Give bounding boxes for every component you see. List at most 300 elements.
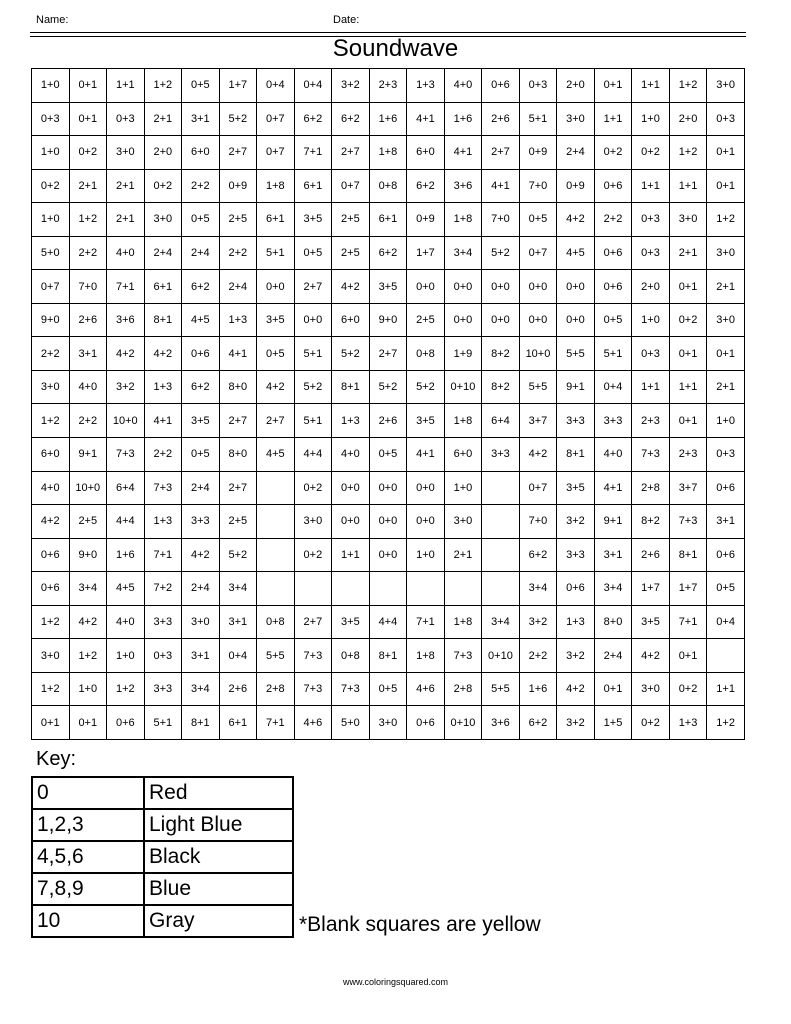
grid-cell: 0+0 [294,303,332,337]
grid-cell: 6+2 [182,370,220,404]
key-row [32,905,293,937]
grid-cell: 0+3 [107,102,145,136]
grid-cell: 1+0 [32,136,70,170]
grid-cell: 0+1 [707,136,745,170]
grid-cell: 1+1 [669,169,707,203]
grid-cell: 0+1 [594,69,632,103]
grid-cell: 1+8 [369,136,407,170]
grid-cell: 3+4 [182,672,220,706]
grid-cell: 0+0 [369,538,407,572]
color-key [31,776,294,938]
grid-cell [444,572,482,606]
grid-cell: 0+5 [707,572,745,606]
grid-cell: 0+3 [707,102,745,136]
grid-cell: 3+0 [107,136,145,170]
grid-cell: 0+9 [219,169,257,203]
grid-cell: 0+5 [519,203,557,237]
grid-cell: 3+3 [482,438,520,472]
grid-cell: 1+2 [707,203,745,237]
grid-cell: 3+0 [444,505,482,539]
grid-cell: 0+2 [669,672,707,706]
grid-cell: 1+6 [107,538,145,572]
grid-cell: 3+6 [444,169,482,203]
grid-cell: 0+0 [407,505,445,539]
grid-cell: 2+1 [707,370,745,404]
grid-cell: 0+3 [144,639,182,673]
grid-cell: 4+1 [594,471,632,505]
grid-cell: 8+0 [219,370,257,404]
grid-cell: 0+1 [32,706,70,740]
grid-cell: 6+2 [369,236,407,270]
grid-cell [257,471,295,505]
grid-cell: 7+3 [632,438,670,472]
grid-cell: 7+0 [519,505,557,539]
grid-row [32,236,745,270]
grid-cell: 3+0 [182,605,220,639]
grid-cell: 1+0 [707,404,745,438]
grid-cell: 8+1 [144,303,182,337]
key-color: Blue [144,873,293,905]
grid-cell: 0+1 [594,672,632,706]
grid-cell: 6+2 [294,102,332,136]
grid-cell: 3+4 [219,572,257,606]
key-color: Red [144,777,293,809]
grid-cell: 3+1 [69,337,107,371]
grid-cell: 3+0 [632,672,670,706]
grid-cell: 5+2 [482,236,520,270]
grid-cell: 0+7 [32,270,70,304]
grid-cell: 2+5 [69,505,107,539]
grid-cell: 6+2 [332,102,370,136]
grid-cell: 2+4 [182,236,220,270]
grid-cell: 2+4 [594,639,632,673]
grid-cell: 4+0 [444,69,482,103]
grid-cell: 2+6 [219,672,257,706]
grid-cell: 3+5 [294,203,332,237]
grid-cell: 4+1 [407,102,445,136]
grid-cell: 7+3 [294,672,332,706]
grid-cell: 0+8 [257,605,295,639]
grid-cell: 2+8 [632,471,670,505]
grid-cell: 2+2 [519,639,557,673]
grid-cell: 1+1 [707,672,745,706]
grid-cell: 4+2 [519,438,557,472]
grid-cell: 3+1 [707,505,745,539]
key-value: 4,5,6 [32,841,144,873]
grid-cell: 2+6 [69,303,107,337]
grid-cell: 7+3 [444,639,482,673]
grid-cell: 7+1 [144,538,182,572]
grid-cell: 2+1 [669,236,707,270]
grid-row [32,270,745,304]
grid-cell: 4+0 [107,236,145,270]
grid-cell: 2+1 [69,169,107,203]
grid-cell: 1+0 [32,69,70,103]
grid-cell: 1+7 [407,236,445,270]
grid-cell: 1+0 [69,672,107,706]
grid-cell: 2+0 [144,136,182,170]
grid-cell: 0+3 [32,102,70,136]
grid-cell: 3+1 [219,605,257,639]
grid-cell: 0+1 [707,337,745,371]
grid-cell: 1+0 [107,639,145,673]
grid-cell: 3+7 [519,404,557,438]
grid-cell: 0+9 [557,169,595,203]
grid-cell: 8+2 [482,370,520,404]
grid-cell: 0+7 [332,169,370,203]
grid-cell: 1+1 [107,69,145,103]
key-value: 1,2,3 [32,809,144,841]
grid-cell: 1+3 [219,303,257,337]
grid-cell: 3+0 [369,706,407,740]
grid-cell: 0+4 [294,69,332,103]
grid-cell: 1+2 [107,672,145,706]
grid-cell: 5+5 [557,337,595,371]
grid-cell: 0+6 [594,236,632,270]
grid-cell: 2+3 [669,438,707,472]
grid-cell: 2+7 [219,136,257,170]
grid-cell: 0+0 [369,505,407,539]
grid-cell: 2+7 [482,136,520,170]
grid-cell: 0+7 [257,136,295,170]
grid-cell: 4+2 [182,538,220,572]
grid-cell: 1+2 [69,639,107,673]
grid-cell: 5+1 [294,404,332,438]
grid-cell: 0+3 [519,69,557,103]
grid-cell: 3+1 [182,102,220,136]
grid-cell: 9+1 [557,370,595,404]
grid-cell [707,639,745,673]
grid-cell: 1+3 [332,404,370,438]
grid-cell: 6+4 [482,404,520,438]
grid-cell: 2+1 [107,203,145,237]
grid-cell: 6+2 [519,538,557,572]
grid-cell [257,538,295,572]
key-row [32,809,293,841]
grid-cell: 0+8 [369,169,407,203]
grid-cell: 2+1 [107,169,145,203]
grid-cell: 4+4 [294,438,332,472]
grid-cell: 7+3 [669,505,707,539]
grid-cell: 0+5 [294,236,332,270]
grid-cell: 3+3 [557,404,595,438]
key-value: 0 [32,777,144,809]
grid-cell: 0+6 [107,706,145,740]
grid-cell: 1+2 [32,605,70,639]
grid-cell: 2+1 [444,538,482,572]
grid-cell: 5+2 [369,370,407,404]
grid-cell: 0+10 [482,639,520,673]
grid-cell: 3+5 [182,404,220,438]
grid-cell: 7+3 [107,438,145,472]
grid-cell: 2+0 [557,69,595,103]
grid-cell: 9+1 [69,438,107,472]
grid-cell: 3+0 [669,203,707,237]
grid-cell: 9+0 [69,538,107,572]
grid-cell: 5+2 [294,370,332,404]
grid-cell: 2+0 [632,270,670,304]
grid-cell: 2+2 [69,404,107,438]
grid-cell: 1+9 [444,337,482,371]
grid-cell: 1+7 [669,572,707,606]
grid-cell: 4+2 [332,270,370,304]
grid-cell: 4+1 [482,169,520,203]
grid-row [32,605,745,639]
grid-cell: 8+1 [557,438,595,472]
grid-cell: 5+5 [257,639,295,673]
grid-cell: 3+5 [557,471,595,505]
grid-cell: 0+5 [182,438,220,472]
grid-cell: 3+1 [594,538,632,572]
key-value: 7,8,9 [32,873,144,905]
grid-cell: 8+2 [482,337,520,371]
grid-cell: 2+2 [182,169,220,203]
grid-cell: 5+1 [519,102,557,136]
grid-cell: 0+5 [257,337,295,371]
grid-cell: 2+2 [144,438,182,472]
grid-cell: 1+7 [219,69,257,103]
grid-cell: 4+5 [182,303,220,337]
footer-url: www.coloringsquared.com [342,977,449,987]
grid-cell: 1+6 [369,102,407,136]
grid-cell: 10+0 [107,404,145,438]
grid-cell: 2+4 [219,270,257,304]
grid-cell: 3+4 [594,572,632,606]
grid-cell: 3+4 [519,572,557,606]
grid-cell: 0+4 [257,69,295,103]
grid-cell: 0+1 [69,706,107,740]
grid-cell: 3+1 [182,639,220,673]
grid-cell [294,572,332,606]
grid-row [32,505,745,539]
grid-cell: 0+5 [182,69,220,103]
grid-cell: 2+7 [257,404,295,438]
grid-cell: 4+0 [32,471,70,505]
key-color: Light Blue [144,809,293,841]
grid-cell: 7+1 [257,706,295,740]
key-row [32,873,293,905]
grid-cell: 1+8 [444,203,482,237]
grid-cell: 0+1 [669,270,707,304]
grid-cell: 3+0 [707,303,745,337]
grid-cell: 1+3 [669,706,707,740]
grid-cell: 3+6 [107,303,145,337]
grid-cell: 0+8 [407,337,445,371]
grid-cell: 0+0 [444,270,482,304]
grid-cell: 8+2 [632,505,670,539]
grid-cell: 3+2 [557,706,595,740]
grid-cell: 4+6 [294,706,332,740]
grid-cell: 8+0 [219,438,257,472]
grid-cell: 0+0 [557,303,595,337]
key-row [32,777,293,809]
grid-cell [332,572,370,606]
grid-cell: 0+10 [444,370,482,404]
grid-cell: 0+3 [632,203,670,237]
grid-cell: 3+5 [257,303,295,337]
grid-cell: 0+1 [707,169,745,203]
grid-cell: 0+0 [519,303,557,337]
grid-cell: 1+1 [632,69,670,103]
grid-cell: 3+4 [482,605,520,639]
grid-row [32,337,745,371]
grid-cell: 2+6 [632,538,670,572]
grid-cell: 7+3 [294,639,332,673]
header-rule-top [30,32,746,33]
grid-row [32,672,745,706]
grid-cell: 3+3 [557,538,595,572]
grid-cell: 7+3 [332,672,370,706]
grid-cell: 3+3 [594,404,632,438]
grid-cell: 0+2 [294,471,332,505]
grid-cell: 6+0 [407,136,445,170]
grid-cell: 7+1 [669,605,707,639]
grid-cell: 0+0 [257,270,295,304]
grid-cell: 8+1 [369,639,407,673]
grid-cell: 1+6 [519,672,557,706]
grid-cell: 3+3 [182,505,220,539]
grid-cell: 0+3 [707,438,745,472]
grid-cell: 7+1 [294,136,332,170]
grid-cell: 3+2 [557,639,595,673]
grid-cell [482,505,520,539]
grid-cell: 0+6 [707,538,745,572]
grid-cell: 0+2 [632,136,670,170]
grid-cell: 0+1 [669,639,707,673]
grid-cell: 2+7 [332,136,370,170]
grid-cell: 1+0 [632,102,670,136]
grid-cell [257,572,295,606]
grid-cell: 3+5 [332,605,370,639]
grid-cell: 3+4 [69,572,107,606]
grid-cell: 10+0 [69,471,107,505]
grid-row [32,538,745,572]
grid-cell: 3+3 [144,672,182,706]
grid-cell [407,572,445,606]
grid-cell: 1+1 [332,538,370,572]
grid-row [32,706,745,740]
grid-row [32,572,745,606]
grid-cell: 6+0 [444,438,482,472]
grid-cell: 4+2 [69,605,107,639]
grid-cell: 1+0 [444,471,482,505]
grid-cell: 2+5 [219,203,257,237]
grid-row [32,370,745,404]
grid-cell: 2+5 [332,236,370,270]
grid-cell: 0+7 [519,471,557,505]
grid-cell: 1+1 [669,370,707,404]
grid-cell: 4+0 [107,605,145,639]
grid-cell: 3+0 [707,236,745,270]
grid-cell: 0+8 [332,639,370,673]
grid-cell: 2+2 [219,236,257,270]
grid-cell: 2+5 [332,203,370,237]
grid-cell: 7+1 [407,605,445,639]
grid-row [32,69,745,103]
grid-cell: 1+7 [632,572,670,606]
grid-cell: 1+6 [444,102,482,136]
grid-cell: 0+2 [632,706,670,740]
grid-cell: 5+0 [32,236,70,270]
grid-cell: 3+2 [332,69,370,103]
grid-cell: 4+1 [219,337,257,371]
grid-cell: 8+1 [669,538,707,572]
grid-cell: 0+0 [369,471,407,505]
grid-cell: 0+3 [632,236,670,270]
grid-cell: 1+1 [632,370,670,404]
grid-cell: 0+2 [32,169,70,203]
grid-cell: 5+1 [144,706,182,740]
grid-cell: 4+4 [369,605,407,639]
grid-row [32,303,745,337]
grid-cell: 0+0 [482,303,520,337]
grid-cell: 0+2 [669,303,707,337]
grid-cell: 4+2 [144,337,182,371]
grid-cell: 7+1 [107,270,145,304]
key-label: Key: [36,748,77,770]
grid-cell: 0+7 [519,236,557,270]
grid-cell: 5+0 [332,706,370,740]
grid-cell: 1+3 [144,370,182,404]
grid-cell: 0+1 [669,404,707,438]
grid-cell: 1+2 [69,203,107,237]
grid-cell: 4+2 [257,370,295,404]
grid-cell: 3+4 [444,236,482,270]
grid-cell: 2+4 [182,572,220,606]
grid-cell: 0+2 [144,169,182,203]
grid-cell: 4+0 [69,370,107,404]
grid-row [32,169,745,203]
grid-cell: 0+5 [369,672,407,706]
grid-cell: 2+5 [219,505,257,539]
grid-cell: 0+0 [519,270,557,304]
grid-cell: 1+5 [594,706,632,740]
grid-cell: 6+1 [144,270,182,304]
grid-cell: 0+1 [69,69,107,103]
grid-cell: 4+4 [107,505,145,539]
grid-cell: 6+0 [332,303,370,337]
grid-cell: 0+2 [594,136,632,170]
grid-cell: 5+2 [407,370,445,404]
grid-cell: 3+0 [32,370,70,404]
grid-cell: 3+6 [482,706,520,740]
grid-row [32,639,745,673]
grid-row [32,404,745,438]
grid-cell: 3+3 [144,605,182,639]
grid-cell: 3+0 [144,203,182,237]
grid-cell: 2+5 [407,303,445,337]
grid-cell: 2+0 [669,102,707,136]
grid-cell: 0+2 [69,136,107,170]
grid-cell: 4+2 [32,505,70,539]
math-grid [31,68,745,740]
grid-cell: 1+3 [557,605,595,639]
grid-cell: 0+0 [332,505,370,539]
grid-cell: 4+5 [257,438,295,472]
grid-cell: 1+2 [669,136,707,170]
grid-cell: 6+2 [407,169,445,203]
key-color: Black [144,841,293,873]
grid-cell: 4+1 [444,136,482,170]
grid-cell: 0+0 [407,270,445,304]
grid-cell: 0+0 [407,471,445,505]
grid-cell [482,572,520,606]
grid-cell: 0+5 [594,303,632,337]
grid-cell: 6+1 [369,203,407,237]
key-value: 10 [32,905,144,937]
grid-cell: 2+1 [144,102,182,136]
grid-cell: 4+1 [407,438,445,472]
